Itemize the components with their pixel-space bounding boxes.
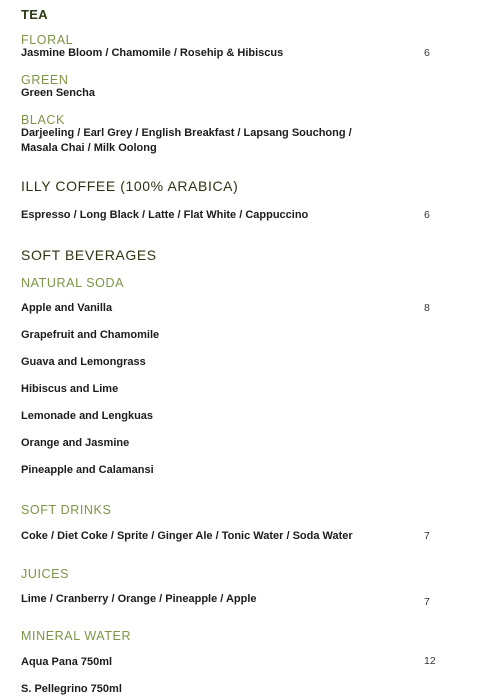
menu-item-soda-3: Guava and Lemongrass	[21, 356, 146, 368]
price-coffee: 6	[424, 209, 430, 221]
subheading-mineral-water: MINERAL WATER	[21, 629, 132, 643]
subheading-floral: FLORAL	[21, 33, 74, 47]
menu-item-soda-2: Grapefruit and Chamomile	[21, 329, 160, 341]
menu-item-soda-5: Lemonade and Lengkuas	[21, 410, 154, 422]
price-floral: 6	[424, 47, 430, 59]
price-soft-drinks: 7	[424, 530, 430, 542]
subheading-soft-drinks: SOFT DRINKS	[21, 503, 112, 517]
menu-item-s-pellegrino: S. Pellegrino 750ml	[21, 683, 122, 695]
section-title-tea: TEA	[21, 7, 48, 22]
menu-item-soda-7: Pineapple and Calamansi	[21, 464, 154, 476]
subheading-green: GREEN	[21, 73, 69, 87]
menu-item-green-sencha: Green Sencha	[21, 87, 95, 99]
subheading-juices: JUICES	[21, 567, 70, 581]
price-mineral-water: 12	[424, 655, 436, 667]
menu-item-soda-6: Orange and Jasmine	[21, 437, 130, 449]
menu-item-floral-teas: Jasmine Bloom / Chamomile / Rosehip & Hibiscus	[21, 47, 284, 59]
section-title-coffee: ILLY COFFEE (100% ARABICA)	[21, 178, 239, 194]
menu-item-coffee: Espresso / Long Black / Latte / Flat White / Cappuccino	[21, 209, 309, 221]
menu-item-black-teas-line2: Masala Chai / Milk Oolong	[21, 142, 157, 154]
menu-item-soda-1: Apple and Vanilla	[21, 302, 113, 314]
menu-item-black-teas-line1: Darjeeling / Earl Grey / English Breakfast / Lapsang Souchong /	[21, 127, 352, 139]
price-natural-soda: 8	[424, 302, 430, 314]
section-title-soft-beverages: SOFT BEVERAGES	[21, 247, 157, 263]
menu-item-juices: Lime / Cranberry / Orange / Pineapple / Apple	[21, 593, 257, 605]
menu-item-soda-4: Hibiscus and Lime	[21, 383, 119, 395]
price-juices: 7	[424, 596, 430, 608]
subheading-black: BLACK	[21, 113, 65, 127]
subheading-natural-soda: NATURAL SODA	[21, 276, 125, 290]
menu-item-aqua-pana: Aqua Pana 750ml	[21, 656, 113, 668]
menu-item-soft-drinks: Coke / Diet Coke / Sprite / Ginger Ale / Tonic Water / Soda Water	[21, 530, 353, 542]
